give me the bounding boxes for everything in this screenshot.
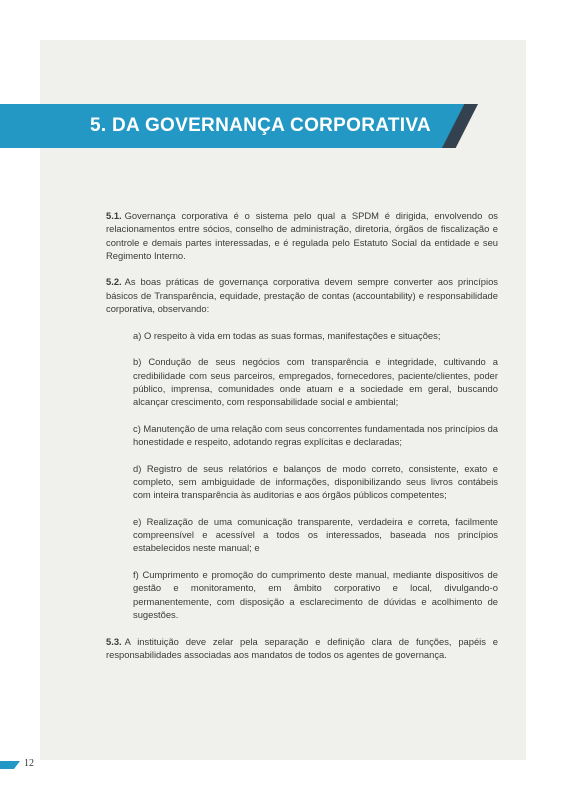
paragraph-number: 5.2. (106, 276, 122, 288)
list-item-d: d) Registro de seus relatórios e balanços de modo correto, consistente, exato e completo, sem ambiguidade de informações, disponibilizando seus livros contábeis com inteira transparência às auditorias e aos órgãos públicos competentes; (133, 462, 498, 501)
footer-accent-mark (0, 761, 20, 769)
list-item-c: c) Manutenção de uma relação com seus concorrentes fundamentada nos princípios da honestidade e respeito, adotando regras explícitas e declaradas; (133, 422, 498, 448)
paragraph-5-2 (106, 275, 498, 315)
paragraph-number: 5.1. (106, 210, 122, 221)
list-item-f: f) Cumprimento e promoção do cumprimento deste manual, mediante dispositivos de gestão e monitoramento, em âmbito corporativo e local, divulgando-o permanentemente, com disposição a esclarecimento de dúvidas e acolhimento de sugestões. (133, 569, 498, 620)
document-body (106, 209, 498, 661)
paragraph-5-1 (106, 209, 498, 262)
section-title: 5. DA GOVERNANÇA CORPORATIVA (90, 115, 431, 136)
list-item-e: e) Realização de uma comunicação transparente, verdadeira e correta, facilmente compreensível e acessível a todos os interessados, baseada nos princípios estabelecidos neste manual; e (133, 515, 498, 554)
list-item-a: a) O respeito à vida em todas as suas formas, manifestações e situações; (133, 329, 441, 341)
list-item-b: b) Condução de seus negócios com transparência e integridade, cultivando a credibilidade com seus parceiros, empregados, fornecedores, paciente/clientes, poder público, imprensa, comunidades onde atuam e a sociedade em geral, buscando alcançar crescimento, com responsabilidade social e ambiental; (133, 356, 498, 408)
paragraph-text: A instituição deve zelar pela separação e definição clara de funções, papéis e responsabilidades associadas aos mandatos de todos os agentes de governança. (106, 635, 498, 660)
paragraph-5-3 (106, 635, 498, 662)
paragraph-text: Governança corporativa é o sistema pelo qual a SPDM é dirigida, envolvendo os relacionamentos entre sócios, conselho de administração, diretoria, órgãos de fiscalização e controle e demais partes interessadas, e é regulada pelo Estatuto Social da entidade e seu Regimento Interno. (106, 210, 498, 261)
paragraph-text: As boas práticas de governança corporativa devem sempre converter aos princípios básicos de Transparência, equidade, prestação de contas (accountability) e responsabilidade corporativa, observando: (106, 276, 498, 315)
paragraph-number: 5.3. (106, 635, 122, 647)
page-number: 12 (24, 758, 34, 769)
